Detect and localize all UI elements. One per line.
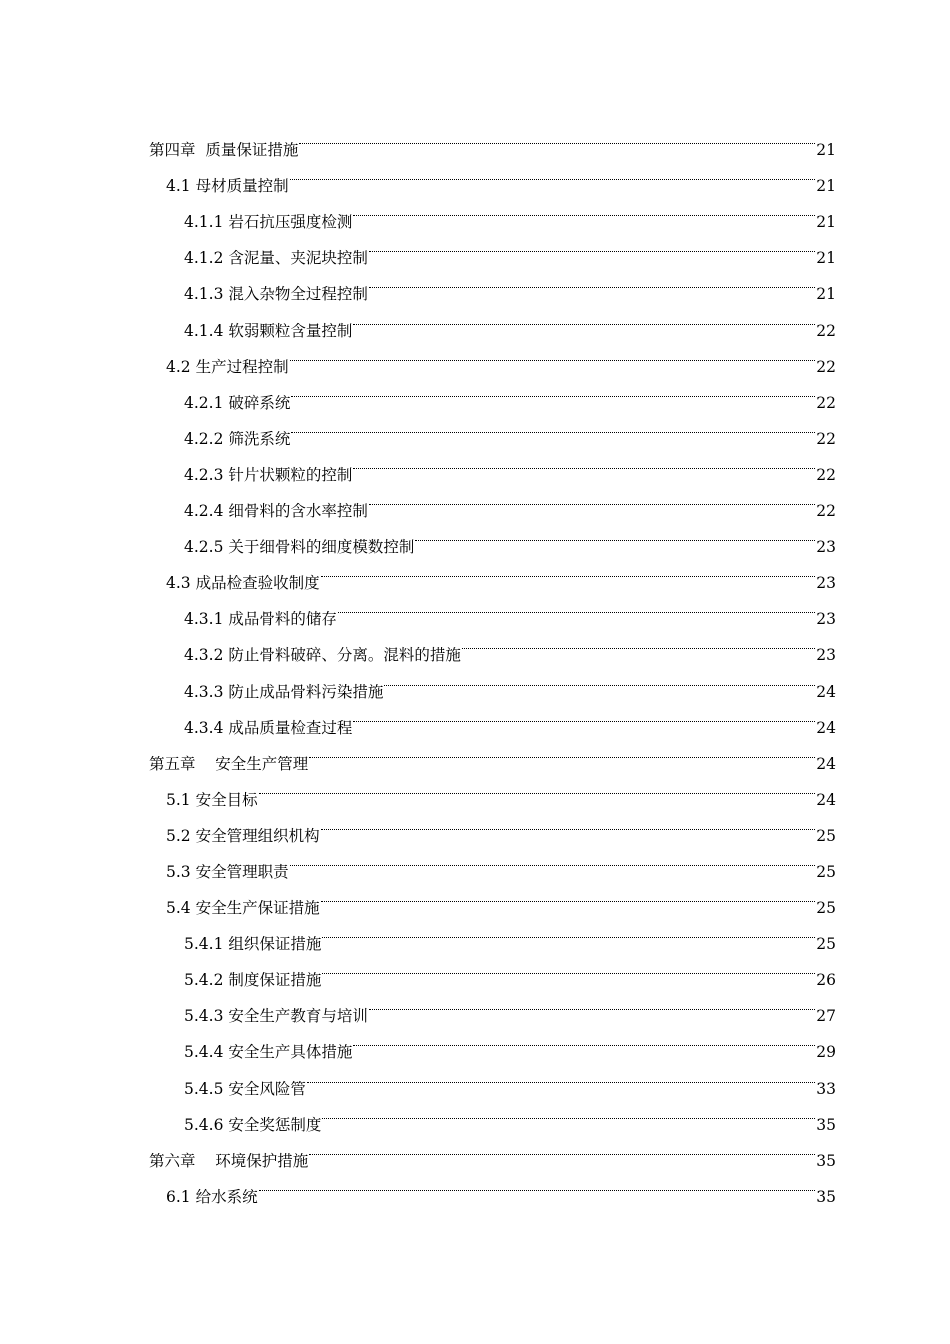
dot-leader bbox=[309, 1130, 815, 1166]
dot-leader bbox=[353, 191, 815, 227]
dot-leader bbox=[353, 697, 815, 733]
dot-leader bbox=[291, 372, 815, 408]
dot-leader bbox=[259, 769, 816, 805]
dot-leader bbox=[291, 408, 815, 444]
toc-entry-page-number: 21 bbox=[816, 141, 836, 160]
toc-entry-title: 5.4.2 制度保证措施 bbox=[184, 971, 322, 990]
toc-entry-page-number: 35 bbox=[816, 1187, 836, 1206]
dot-leader bbox=[322, 1094, 815, 1130]
dot-leader bbox=[415, 516, 815, 552]
toc-entry-title: 5.3 安全管理职责 bbox=[166, 862, 289, 881]
toc-entry-page-number: 25 bbox=[816, 935, 836, 954]
dot-leader bbox=[369, 480, 815, 516]
toc-entry-title: 4.2.5 关于细骨料的细度模数控制 bbox=[184, 538, 415, 557]
toc-entry-title: 4.2.4 细骨料的含水率控制 bbox=[184, 502, 368, 521]
toc-entry-title: 5.4.5 安全风险管 bbox=[184, 1079, 306, 1098]
dot-leader bbox=[353, 299, 815, 335]
toc-entry-page-number: 25 bbox=[816, 862, 836, 881]
dot-leader bbox=[307, 1057, 815, 1093]
toc-entry-title: 第六章 环境保护措施 bbox=[149, 1151, 309, 1170]
toc-entry-page-number: 21 bbox=[816, 213, 836, 232]
toc-entry-title: 5.1 安全目标 bbox=[166, 790, 258, 809]
toc-entry-page-number: 24 bbox=[816, 754, 836, 773]
toc-entry-page-number: 23 bbox=[816, 574, 836, 593]
dot-leader bbox=[290, 336, 816, 372]
toc-entry-page-number: 22 bbox=[816, 321, 836, 340]
toc-entry-page-number: 25 bbox=[816, 899, 836, 918]
toc-entry-title: 4.3.2 防止骨料破碎、分离。混料的措施 bbox=[184, 646, 461, 665]
toc-entry-page-number: 22 bbox=[816, 357, 836, 376]
toc-entry-page-number: 23 bbox=[816, 538, 836, 557]
toc-entry-title: 5.4 安全生产保证措施 bbox=[166, 899, 320, 918]
toc-entry-page-number: 24 bbox=[816, 682, 836, 701]
toc-entry-title: 5.4.1 组织保证措施 bbox=[184, 935, 322, 954]
toc-entry-title: 4.3.4 成品质量检查过程 bbox=[184, 718, 353, 737]
toc-entry-title: 4.1.1 岩石抗压强度检测 bbox=[184, 213, 353, 232]
dot-leader bbox=[321, 805, 816, 841]
toc-entry-title: 5.2 安全管理组织机构 bbox=[166, 826, 320, 845]
dot-leader bbox=[322, 913, 815, 949]
toc-entry-page-number: 23 bbox=[816, 610, 836, 629]
toc-entry-page-number: 33 bbox=[816, 1079, 836, 1098]
toc-entry-page-number: 21 bbox=[816, 249, 836, 268]
toc-entry-page-number: 35 bbox=[816, 1151, 836, 1170]
toc-entry-title: 第四章 质量保证措施 bbox=[149, 141, 299, 160]
toc-entry-page-number: 21 bbox=[816, 177, 836, 196]
toc-entry-title: 4.2 生产过程控制 bbox=[166, 357, 289, 376]
toc-entry-title: 4.3 成品检查验收制度 bbox=[166, 574, 320, 593]
toc-entry-page-number: 23 bbox=[816, 646, 836, 665]
dot-leader bbox=[369, 227, 815, 263]
toc-entry-page-number: 22 bbox=[816, 502, 836, 521]
dot-leader bbox=[290, 841, 816, 877]
toc-entry-title: 5.4.6 安全奖惩制度 bbox=[184, 1115, 322, 1134]
dot-leader bbox=[462, 624, 815, 660]
toc-entry-page-number: 24 bbox=[816, 718, 836, 737]
dot-leader bbox=[321, 552, 816, 588]
toc-entry-page-number: 22 bbox=[816, 465, 836, 484]
toc-entry-title: 第五章 安全生产管理 bbox=[149, 754, 309, 773]
toc-entry-page-number: 27 bbox=[816, 1007, 836, 1026]
dot-leader bbox=[369, 263, 815, 299]
toc-entry-title: 5.4.3 安全生产教育与培训 bbox=[184, 1007, 368, 1026]
toc-entry-page-number: 21 bbox=[816, 285, 836, 304]
toc-entry-title: 4.2.1 破碎系统 bbox=[184, 393, 291, 412]
dot-leader bbox=[259, 1166, 816, 1202]
dot-leader bbox=[299, 119, 815, 155]
dot-leader bbox=[369, 985, 815, 1021]
toc-entry-page-number: 26 bbox=[816, 971, 836, 990]
toc-entry-title: 6.1 给水系统 bbox=[166, 1187, 258, 1206]
toc-entry-page-number: 35 bbox=[816, 1115, 836, 1134]
toc-entry-title: 4.1.4 软弱颗粒含量控制 bbox=[184, 321, 353, 340]
toc-entry-title: 4.1 母材质量控制 bbox=[166, 177, 289, 196]
dot-leader bbox=[309, 733, 815, 769]
toc-entry-page-number: 22 bbox=[816, 429, 836, 448]
dot-leader bbox=[321, 877, 816, 913]
toc-entry-title: 4.2.2 筛洗系统 bbox=[184, 429, 291, 448]
toc-entry-page-number: 29 bbox=[816, 1043, 836, 1062]
toc-entry-page-number: 25 bbox=[816, 826, 836, 845]
toc-entry-title: 4.2.3 针片状颗粒的控制 bbox=[184, 465, 353, 484]
toc-entry-title: 4.1.3 混入杂物全过程控制 bbox=[184, 285, 368, 304]
toc-entry[interactable] bbox=[149, 119, 836, 160]
dot-leader bbox=[353, 1021, 815, 1057]
toc-entry-page-number: 24 bbox=[816, 790, 836, 809]
toc-entry-title: 4.1.2 含泥量、夹泥块控制 bbox=[184, 249, 368, 268]
toc-entry-title: 4.3.3 防止成品骨料污染措施 bbox=[184, 682, 384, 701]
dot-leader bbox=[353, 444, 815, 480]
dot-leader bbox=[384, 660, 815, 696]
dot-leader bbox=[338, 588, 815, 624]
dot-leader bbox=[322, 949, 815, 985]
table-of-contents bbox=[149, 119, 836, 1206]
toc-entry-title: 5.4.4 安全生产具体措施 bbox=[184, 1043, 353, 1062]
toc-entry-title: 4.3.1 成品骨料的储存 bbox=[184, 610, 337, 629]
dot-leader bbox=[290, 155, 816, 191]
toc-entry-page-number: 22 bbox=[816, 393, 836, 412]
